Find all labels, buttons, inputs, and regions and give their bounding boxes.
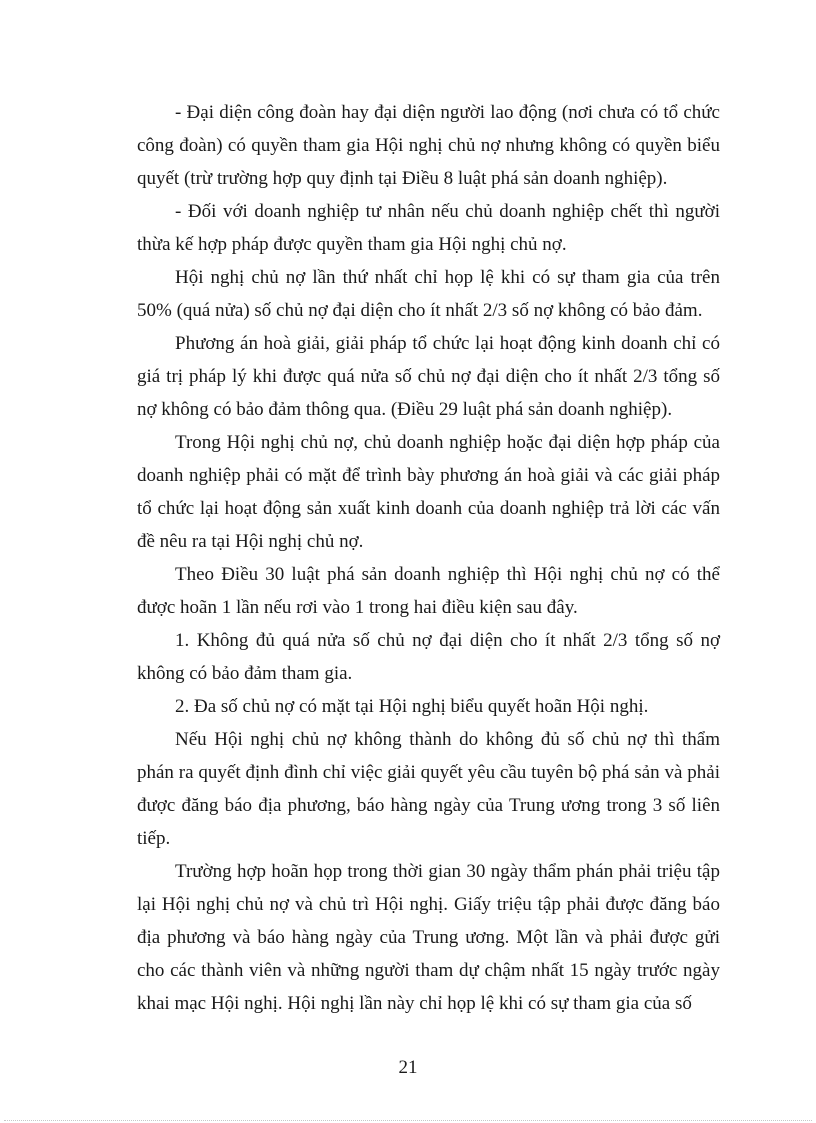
body-text bbox=[137, 96, 720, 1020]
page-number: 21 bbox=[398, 1057, 418, 1078]
paragraph-postponement-article-30: Theo Điều 30 luật phá sản doanh nghiệp thì Hội nghị chủ nợ có thể được hoãn 1 lần nếu rơi vào 1 trong hai điều kiện sau đây. bbox=[137, 564, 720, 618]
paragraph-reconciliation-plan: Phương án hoà giải, giải pháp tổ chức lại hoạt động kinh doanh chỉ có giá trị pháp lý khi được quá nửa số chủ nợ đại diện cho ít nhất 2/3 tổng số nợ không có bảo đảm thông qua. (Điều 29 luật phá sản doanh nghiệp). bbox=[137, 333, 720, 420]
paragraph-owner-attendance: Trong Hội nghị chủ nợ, chủ doanh nghiệp hoặc đại diện hợp pháp của doanh nghiệp phải có mặt để trình bày phương án hoà giải và các giải pháp tổ chức lại hoạt động sản xuất kinh doanh của doanh nghiệp trả lời các vấn đề nêu ra tại Hội nghị chủ nợ. bbox=[137, 432, 720, 552]
paragraph-union-representative: - Đại diện công đoàn hay đại diện người lao động (nơi chưa có tổ chức công đoàn) có quyền tham gia Hội nghị chủ nợ nhưng không có quyền biểu quyết (trừ trường hợp quy định tại Điều 8 luật phá sản doanh nghiệp). bbox=[137, 102, 720, 189]
paragraph-private-enterprise-heir: - Đối với doanh nghiệp tư nhân nếu chủ doanh nghiệp chết thì người thừa kế hợp pháp được quyền tham gia Hội nghị chủ nợ. bbox=[137, 201, 720, 255]
paragraph-meeting-failed: Nếu Hội nghị chủ nợ không thành do không đủ số chủ nợ thì thẩm phán ra quyết định đình chỉ việc giải quyết yêu cầu tuyên bộ phá sản và phải được đăng báo địa phương, báo hàng ngày của Trung ương trong 3 số liên tiếp. bbox=[137, 729, 720, 849]
list-item-condition-1: 1. Không đủ quá nửa số chủ nợ đại diện cho ít nhất 2/3 tổng số nợ không có bảo đảm tham gia. bbox=[137, 630, 720, 684]
page-bottom-divider bbox=[4, 1120, 812, 1121]
paragraph-first-meeting-quorum: Hội nghị chủ nợ lần thứ nhất chỉ họp lệ khi có sự tham gia của trên 50% (quá nửa) số chủ nợ đại diện cho ít nhất 2/3 số nợ không có bảo đảm. bbox=[137, 267, 720, 321]
paragraph-postponed-meeting: Trường hợp hoãn họp trong thời gian 30 ngày thẩm phán phải triệu tập lại Hội nghị chủ nợ và chủ trì Hội nghị. Giấy triệu tập phải được đăng báo địa phương và báo hàng ngày của Trung ương. Một lần và phải được gửi cho các thành viên và những người tham dự chậm nhất 15 ngày trước ngày khai mạc Hội nghị. Hội nghị lần này chỉ họp lệ khi có sự tham gia của số bbox=[137, 861, 720, 1014]
list-item-condition-2: 2. Đa số chủ nợ có mặt tại Hội nghị biểu quyết hoãn Hội nghị. bbox=[175, 696, 649, 717]
